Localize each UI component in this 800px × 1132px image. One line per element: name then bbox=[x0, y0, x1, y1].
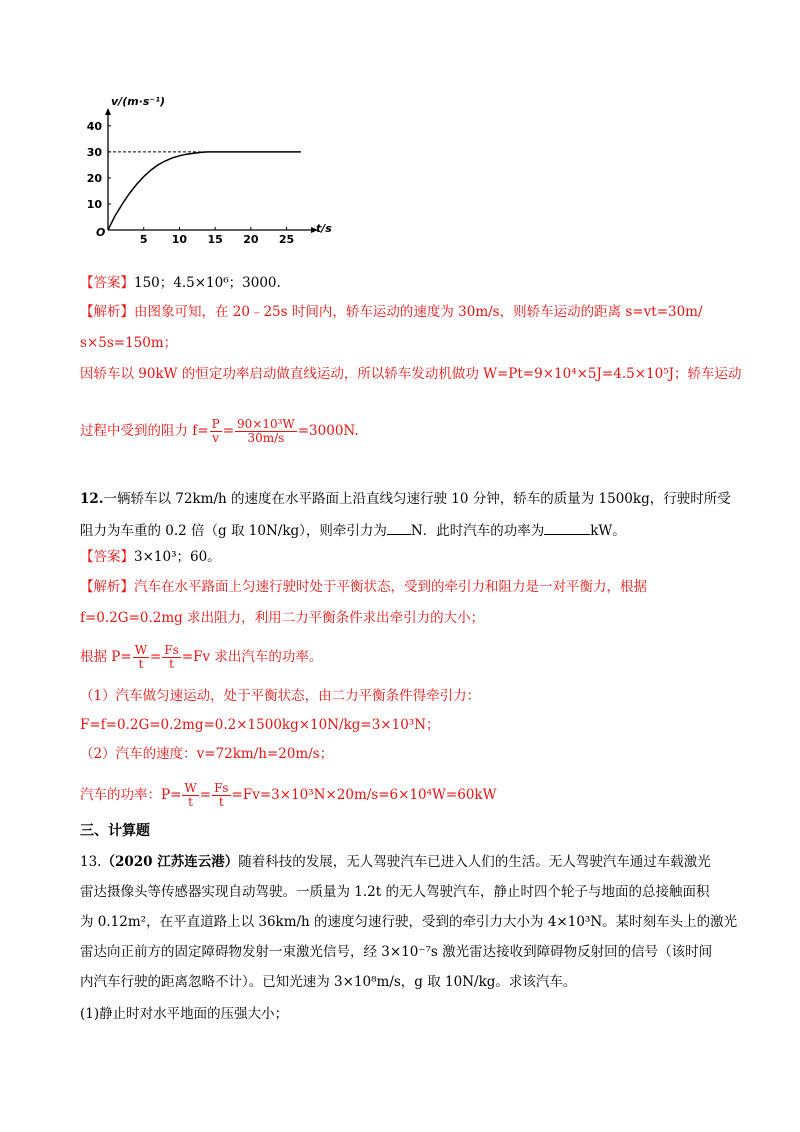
step-text-post: =Fv=3×10³N×20m/s=6×10⁴W=60kW bbox=[231, 787, 497, 803]
chart-ticks bbox=[87, 120, 295, 246]
q11-analysis-line-4: 过程中受到的阻力 f= $\frac{P}{v}$ = $\frac{\text{90×10³W}}{30m/s}$ =3000N. bbox=[80, 417, 359, 445]
analysis-label: 【解析】 bbox=[80, 304, 134, 320]
y-axis-arrow bbox=[105, 108, 111, 115]
answer-text: 150；4.5×10⁶；3000. bbox=[134, 275, 281, 291]
stem-text-a: 阻力为车重的 0.2 倍（g 取 10N/kg），则牵引力为 bbox=[80, 523, 387, 539]
q12-stem-line-1 bbox=[80, 490, 731, 508]
q12-answer bbox=[80, 548, 221, 566]
analysis-text-pre: 根据 P= bbox=[80, 649, 132, 665]
fraction-numerator: 90×10³W bbox=[237, 417, 295, 431]
q12-step-1: （1）汽车做匀速运动，处于平衡状态，由二力平衡条件得牵引力： bbox=[80, 688, 481, 704]
stem-text: 随着科技的发展，无人驾驶汽车已进入人们的生活。无人驾驶汽车通过车载激光 bbox=[238, 854, 711, 870]
answer-label: 【答案】 bbox=[80, 275, 134, 291]
x-tick-label: 5 bbox=[139, 233, 148, 246]
stem-text-b: N．此时汽车的功率为 bbox=[410, 523, 545, 539]
y-tick-label: 40 bbox=[86, 119, 102, 133]
x-tick-label: 20 bbox=[243, 233, 259, 246]
q11-analysis-line-2: s×5s=150m； bbox=[80, 335, 178, 351]
analysis-text: 汽车在水平路面上匀速行驶时处于平衡状态，受到的牵引力和阻力是一对平衡力，根据 bbox=[134, 579, 647, 595]
velocity-time-chart bbox=[78, 92, 332, 246]
q12-analysis-line-3: 根据 P= $\frac{W}{t}$ = $\frac{Fs}{t}$ =Fv 求出汽车的功率。 bbox=[80, 643, 323, 671]
chart-series bbox=[108, 152, 301, 230]
fraction-w-over-t bbox=[133, 644, 149, 671]
x-tick-label: 15 bbox=[207, 233, 223, 246]
fraction-numerator: P bbox=[211, 417, 220, 431]
q11-analysis-line-3: 因轿车以 90kW 的恒定功率启动做直线运动，所以轿车发动机做功 W=Pt=9×10⁴×5J=4.5×10⁵J；轿车运动 bbox=[80, 366, 742, 382]
answer-text: 3×10³；60。 bbox=[134, 549, 221, 565]
question-source: （2020 江苏连云港） bbox=[101, 854, 239, 870]
analysis-text-post: =Fv 求出汽车的功率。 bbox=[181, 649, 323, 665]
fraction-denominator: 30m/s bbox=[247, 431, 285, 445]
q12-step-3: 汽车的功率：P= $\frac{W}{t}$ = $\frac{Fs}{t}$ =Fv=3×10³N×20m/s=6×10⁴W=60kW bbox=[80, 781, 497, 809]
q12-step-2: （2）汽车的速度：v=72km/h=20m/s； bbox=[80, 746, 334, 762]
answer-blank-1[interactable] bbox=[387, 520, 411, 535]
question-number: 12. bbox=[80, 491, 104, 507]
analysis-label: 【解析】 bbox=[80, 579, 134, 595]
q11-answer bbox=[80, 274, 281, 292]
analysis-text: 由图象可知，在 20﹣25s 时间内，轿车运动的速度为 30m/s，则轿车运动的距离 s=vt=30m/ bbox=[134, 304, 703, 320]
chart-axes bbox=[96, 95, 332, 239]
y-tick-label: 20 bbox=[86, 171, 102, 185]
fraction-fs-over-t bbox=[162, 644, 180, 671]
step-text-pre: 汽车的功率：P= bbox=[80, 787, 182, 803]
y-tick-label: 30 bbox=[86, 145, 102, 159]
q13-sub-question-1: (1)静止时对水平地面的压强大小； bbox=[80, 1006, 289, 1022]
q13-line-3: 为 0.12m²，在平直道路上以 36km/h 的速度匀速行驶，受到的牵引力大小为 4×10³N。某时刻车头上的激光 bbox=[80, 914, 738, 930]
fraction-denominator: t bbox=[188, 795, 193, 809]
fraction-denominator: v bbox=[212, 431, 220, 445]
x-tick-label: 10 bbox=[171, 233, 188, 246]
fraction-denominator: t bbox=[138, 657, 144, 671]
fraction-w-over-t bbox=[182, 782, 198, 809]
q11-analysis-line-1 bbox=[80, 303, 703, 321]
q12-analysis-line-1 bbox=[80, 578, 647, 596]
q13-line-4: 雷达向正前方的固定障碍物发射一束激光信号，经 3×10⁻⁷s 激光雷达接收到障碍物反射回的信号（该时间 bbox=[80, 944, 713, 960]
q12-step-1-formula: F=f=0.2G=0.2mg=0.2×1500kg×10N/kg=3×10³N； bbox=[80, 717, 440, 733]
answer-blank-2[interactable] bbox=[544, 520, 590, 535]
q12-stem-line-2 bbox=[80, 520, 626, 540]
x-axis-label: t/s bbox=[316, 222, 332, 235]
origin-label: O bbox=[96, 226, 106, 239]
x-tick-label: 25 bbox=[278, 233, 295, 246]
question-number: 13. bbox=[80, 854, 102, 870]
fraction-numerator: Fs bbox=[164, 643, 179, 657]
fraction-numerator: Fs bbox=[214, 781, 229, 795]
fraction-p-over-v bbox=[210, 418, 222, 445]
stem-text-c: kW。 bbox=[590, 523, 626, 539]
q12-analysis-line-2: f=0.2G=0.2mg 求出阻力，利用二力平衡条件求出牵引力的大小； bbox=[80, 610, 485, 626]
q13-line-5: 内汽车行驶的距离忽略不计）。已知光速为 3×10⁸m/s，g 取 10N/kg。求该汽车。 bbox=[80, 974, 577, 990]
section-title: 三、计算题 bbox=[80, 823, 150, 839]
y-axis-label: v/(m·s⁻¹) bbox=[111, 95, 166, 108]
stem-text: 一辆轿车以 72km/h 的速度在水平路面上沿直线匀速行驶 10 分钟，轿车的质量为 1500kg，行驶时所受 bbox=[103, 491, 731, 507]
answer-label: 【答案】 bbox=[80, 549, 134, 565]
fraction-denominator: t bbox=[218, 795, 224, 809]
fraction-denominator: t bbox=[169, 657, 174, 671]
analysis-text-post: =3000N. bbox=[297, 423, 359, 439]
q13-line-2: 雷达摄像头等传感器实现自动驾驶。一质量为 1.2t 的无人驾驶汽车，静止时四个轮子与地面的总接触面积 bbox=[80, 884, 710, 900]
analysis-text-pre: 过程中受到的阻力 f= bbox=[80, 423, 209, 439]
fraction-power-over-speed bbox=[235, 418, 297, 445]
fraction-fs-over-t bbox=[212, 782, 230, 809]
y-tick-label: 10 bbox=[86, 197, 102, 211]
fraction-numerator: W bbox=[184, 781, 197, 795]
q13-line-1 bbox=[80, 853, 711, 871]
velocity-curve bbox=[108, 152, 301, 230]
fraction-numerator: W bbox=[134, 643, 148, 657]
